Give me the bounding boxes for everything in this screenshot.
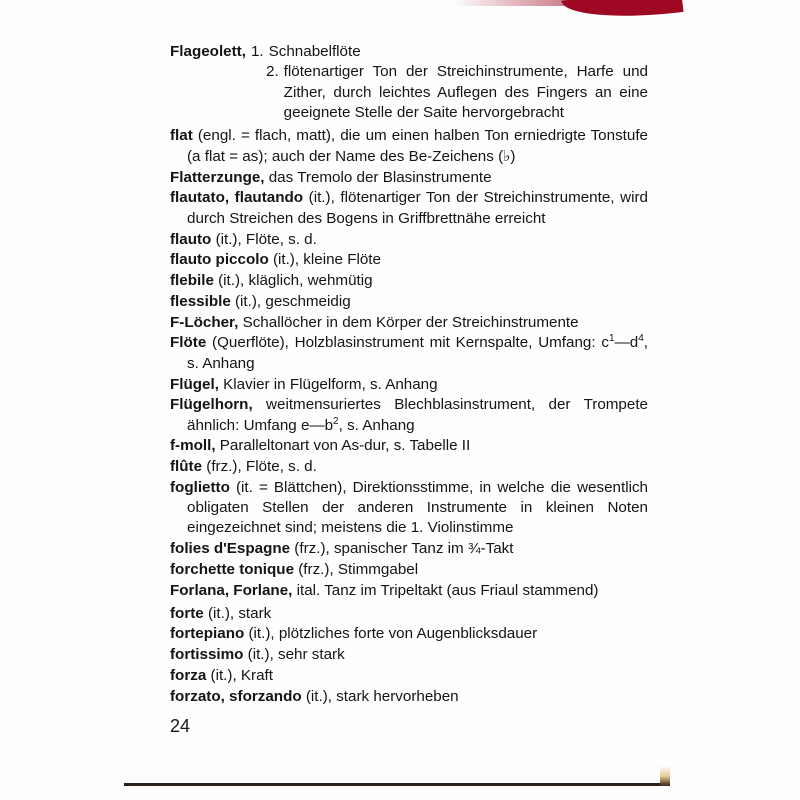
definition-foglietto: (it. = Blättchen), Direktionsstimme, in welche die wesentlich obligaten Stellen der anderen Instrumente in kleinen Noten eingezeichnet sind; meistens die 1. Violinstimme (187, 478, 648, 537)
headword-flatterzunge: Flatterzunge, (170, 168, 265, 186)
headword-f-loecher: F-Löcher, (170, 313, 239, 331)
definition-forzato: (it.), stark hervorheben (301, 687, 459, 705)
headword-flauto: flauto (170, 230, 212, 248)
definition-fluegel: Klavier in Flügelform, s. Anhang (218, 375, 438, 393)
definition-f-loecher: Schallöcher in dem Körper der Streichinstrumente (238, 313, 579, 331)
page-number: 24 (170, 716, 191, 736)
dictionary-entry-f-loecher (170, 313, 648, 333)
headword-flat: flat (170, 126, 193, 144)
headword-forzato: forzato, sforzando (170, 687, 302, 705)
headword-folies-despagne: folies d'Espagne (170, 540, 291, 558)
headword-foglietto: foglietto (170, 478, 230, 496)
headword-flessible: flessible (170, 292, 231, 310)
dictionary-entry-flageolett (170, 42, 648, 123)
dictionary-entry-flebile (170, 271, 648, 291)
dictionary-entry-fortissimo (170, 645, 648, 665)
definition-forza: (it.), Kraft (206, 666, 273, 684)
sense-row-2 (266, 62, 648, 123)
sense-number-1: 1. (250, 43, 264, 60)
dictionary-entry-forte (170, 604, 648, 624)
headword-fluegel: Flügel, (170, 375, 219, 393)
sense-text-2: flötenartiger Ton der Streichinstrumente, Harfe und Zither, durch leichtes Auflegen des Fingers an eine geeignete Stelle der Saite hervorgebracht (283, 63, 648, 121)
definition-flat-pre: (engl. = flach, matt), die um einen halben Ton erniedrigte Tonstufe (a flat = as); auch der Name des Be-Zeichens ( (187, 126, 648, 165)
dictionary-entry-flatterzunge (170, 168, 648, 188)
red-corner-fade (452, 0, 572, 6)
dictionary-entry-folies-despagne (170, 539, 648, 559)
definition-fluegelhorn-part1: weitmensuriertes Blechblasinstrument, der Trompete ähnlich: Umfang e—b (187, 396, 648, 434)
headword-fluegelhorn: Flügelhorn, (170, 396, 253, 414)
bottom-rule-tick (660, 766, 670, 786)
definition-flautato: (it.), flötenartiger Ton der Streichinstrumente, wird durch Streichen des Bogens in Griffbrettnähe erreicht (187, 189, 648, 227)
sense-text-1: Schnabelflöte (268, 43, 361, 60)
definition-flute: (frz.), Flöte, s. d. (202, 458, 317, 476)
range-superscript-low: 1 (608, 333, 615, 345)
headword-forte: forte (170, 604, 204, 622)
dictionary-entry-floete (170, 333, 648, 374)
headword-fortepiano: fortepiano (170, 625, 245, 643)
dictionary-entry-foglietto (170, 478, 648, 539)
dictionary-entry-f-moll (170, 436, 648, 456)
definition-flauto: (it.), Flöte, s. d. (211, 230, 317, 248)
definition-forlana: ital. Tanz im Tripeltakt (aus Friaul stammend) (292, 581, 599, 599)
headword-flute: flûte (170, 458, 203, 476)
definition-fortepiano: (it.), plötzliches forte von Augenblicksdauer (244, 625, 538, 643)
headword-flauto-piccolo: flauto piccolo (170, 251, 269, 269)
headword-f-moll: f-moll, (170, 437, 216, 455)
sense-row-1 (170, 42, 648, 62)
dictionary-entry-fluegel (170, 375, 648, 395)
dictionary-entry-forlana (170, 581, 648, 601)
dictionary-entry-flute (170, 457, 648, 477)
definition-flatterzunge: das Tremolo der Blasinstrumente (264, 168, 492, 186)
definition-flat-post: ) (510, 147, 516, 165)
dictionary-entry-forchette-tonique (170, 560, 648, 580)
definition-fluegelhorn-part2: , s. Anhang (338, 416, 415, 434)
definition-flebile: (it.), kläglich, wehmütig (213, 272, 373, 290)
definition-floete-part2: —d (614, 334, 639, 352)
definition-folies-despagne: (frz.), spanischer Tanz im ¾-Takt (290, 540, 514, 558)
dictionary-entry-forzato (170, 687, 648, 707)
dictionary-entry-column (170, 42, 648, 708)
definition-fortissimo: (it.), sehr stark (243, 646, 345, 664)
dictionary-entry-flauto (170, 230, 648, 250)
definition-flessible: (it.), geschmeidig (230, 292, 351, 310)
range-superscript-high: 4 (638, 333, 644, 345)
dictionary-entry-fluegelhorn (170, 395, 648, 436)
definition-floete-part1: (Querflöte), Holzblasinstrument mit Kernspalte, Umfang: c (206, 334, 609, 352)
bottom-rule (124, 783, 670, 786)
dictionary-entry-flessible (170, 292, 648, 312)
headword-flebile: flebile (170, 272, 214, 290)
definition-floete-part3: , s. Anhang (187, 334, 648, 372)
dictionary-entry-flauto-piccolo (170, 250, 648, 270)
definition-f-moll: Paralleltonart von As-dur, s. Tabelle II (215, 437, 471, 455)
dictionary-entry-fortepiano (170, 624, 648, 644)
headword-floete: Flöte (170, 334, 207, 352)
dictionary-entry-flautato (170, 188, 648, 229)
headword-fortissimo: fortissimo (170, 646, 244, 664)
dictionary-entry-forza (170, 666, 648, 686)
headword-flageolett: Flageolett, (170, 43, 246, 60)
headword-flautato: flautato, flautando (170, 189, 304, 207)
headword-forchette-tonique: forchette tonique (170, 561, 295, 579)
definition-flauto-piccolo: (it.), kleine Flöte (268, 251, 381, 269)
sense-number-2: 2. (266, 63, 279, 81)
dictionary-entry-flat (170, 126, 648, 168)
headword-forza: forza (170, 666, 207, 684)
flat-symbol-icon: ♭ (503, 146, 511, 165)
definition-forte: (it.), stark (203, 604, 272, 622)
headword-forlana: Forlana, Forlane, (170, 581, 293, 599)
definition-forchette-tonique: (frz.), Stimmgabel (294, 561, 419, 579)
fluegelhorn-range-superscript: 2 (333, 415, 339, 427)
